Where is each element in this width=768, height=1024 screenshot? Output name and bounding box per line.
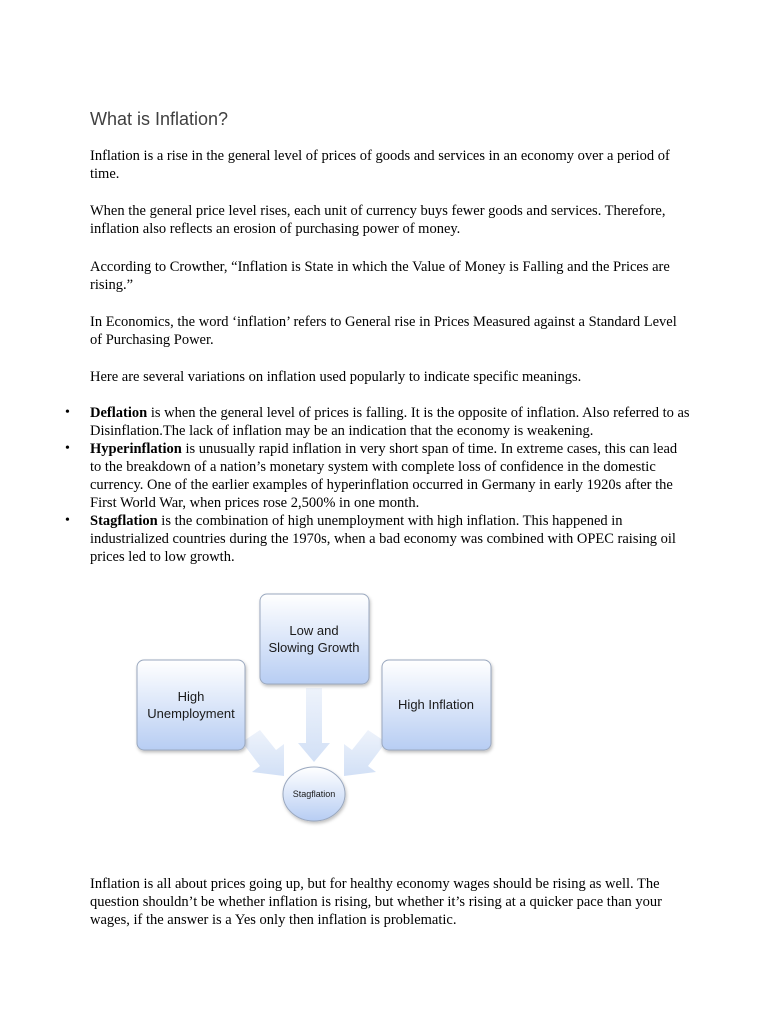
box-right-label: High Inflation bbox=[398, 697, 474, 712]
term-deflation: Deflation bbox=[90, 405, 148, 421]
paragraph-variations-intro: Here are several variations on inflation used popularly to indicate specific meanings. bbox=[90, 369, 582, 385]
paragraph-crowther-quote: According to Crowther, “Inflation is State in which the Value of Money is Falling and the Prices are rising.” bbox=[90, 259, 670, 293]
arrow-top-to-center bbox=[298, 688, 330, 762]
paragraph-purchasing-power: When the general price level rises, each unit of currency buys fewer goods and services. Therefore, inflation also reflects an erosion of purchasing power of money. bbox=[90, 203, 666, 237]
paragraph-economics-definition: In Economics, the word ‘inflation’ refers to General rise in Prices Measured against a Standard Level of Purchasing Power. bbox=[90, 314, 677, 348]
bullet-icon: • bbox=[65, 513, 70, 528]
box-left-line-2: Unemployment bbox=[147, 706, 235, 721]
term-stagflation: Stagflation bbox=[90, 513, 158, 529]
list-item-deflation bbox=[65, 404, 690, 440]
box-high-inflation bbox=[382, 660, 491, 750]
stagflation-diagram bbox=[128, 590, 500, 830]
list-item-stagflation bbox=[65, 512, 690, 566]
bullet-icon: • bbox=[65, 405, 70, 420]
box-low-slowing-growth bbox=[260, 594, 369, 684]
definition-hyperinflation: is unusually rapid inflation in very short span of time. In extreme cases, this can lead to the breakdown of a nation’s monetary system with complete loss of confidence in the domestic currency. One of the earlier examples of hyperinflation occurred in Germany in early 1920s after the First World War, when prices rose 2,500% in one month. bbox=[90, 441, 678, 511]
inflation-types-list bbox=[65, 404, 690, 566]
arrow-left-to-center bbox=[242, 730, 284, 776]
paragraph-definition: Inflation is a rise in the general level of prices of goods and services in an economy over a period of time. bbox=[90, 148, 670, 182]
arrow-right-to-center bbox=[344, 730, 386, 776]
stagflation-node bbox=[283, 767, 345, 821]
paragraph-conclusion: Inflation is all about prices going up, but for healthy economy wages should be rising as well. The question shouldn’t be whether inflation is rising, but whether it’s rising at a quicker pace than your wages, if the answer is a Yes only then inflation is problematic. bbox=[90, 876, 662, 928]
list-item-hyperinflation bbox=[65, 440, 690, 512]
definition-stagflation: is the combination of high unemployment with high inflation. This happened in industrialized countries during the 1970s, when a bad economy was combined with OPEC raising oil prices led to low growth. bbox=[90, 513, 676, 565]
box-left-line-1: High bbox=[177, 689, 205, 704]
definition-deflation: is when the general level of prices is falling. It is the opposite of inflation. Also referred to as Disinflation.The lack of inflation may be an indication that the economy is weakening. bbox=[90, 405, 690, 439]
page-title: What is Inflation? bbox=[90, 109, 229, 129]
stagflation-label: Stagflation bbox=[292, 789, 336, 799]
box-top-line-2: Slowing Growth bbox=[268, 640, 360, 655]
box-high-unemployment bbox=[137, 660, 245, 750]
bullet-icon: • bbox=[65, 441, 70, 456]
box-top-line-1: Low and bbox=[289, 623, 339, 638]
term-hyperinflation: Hyperinflation bbox=[90, 441, 182, 457]
